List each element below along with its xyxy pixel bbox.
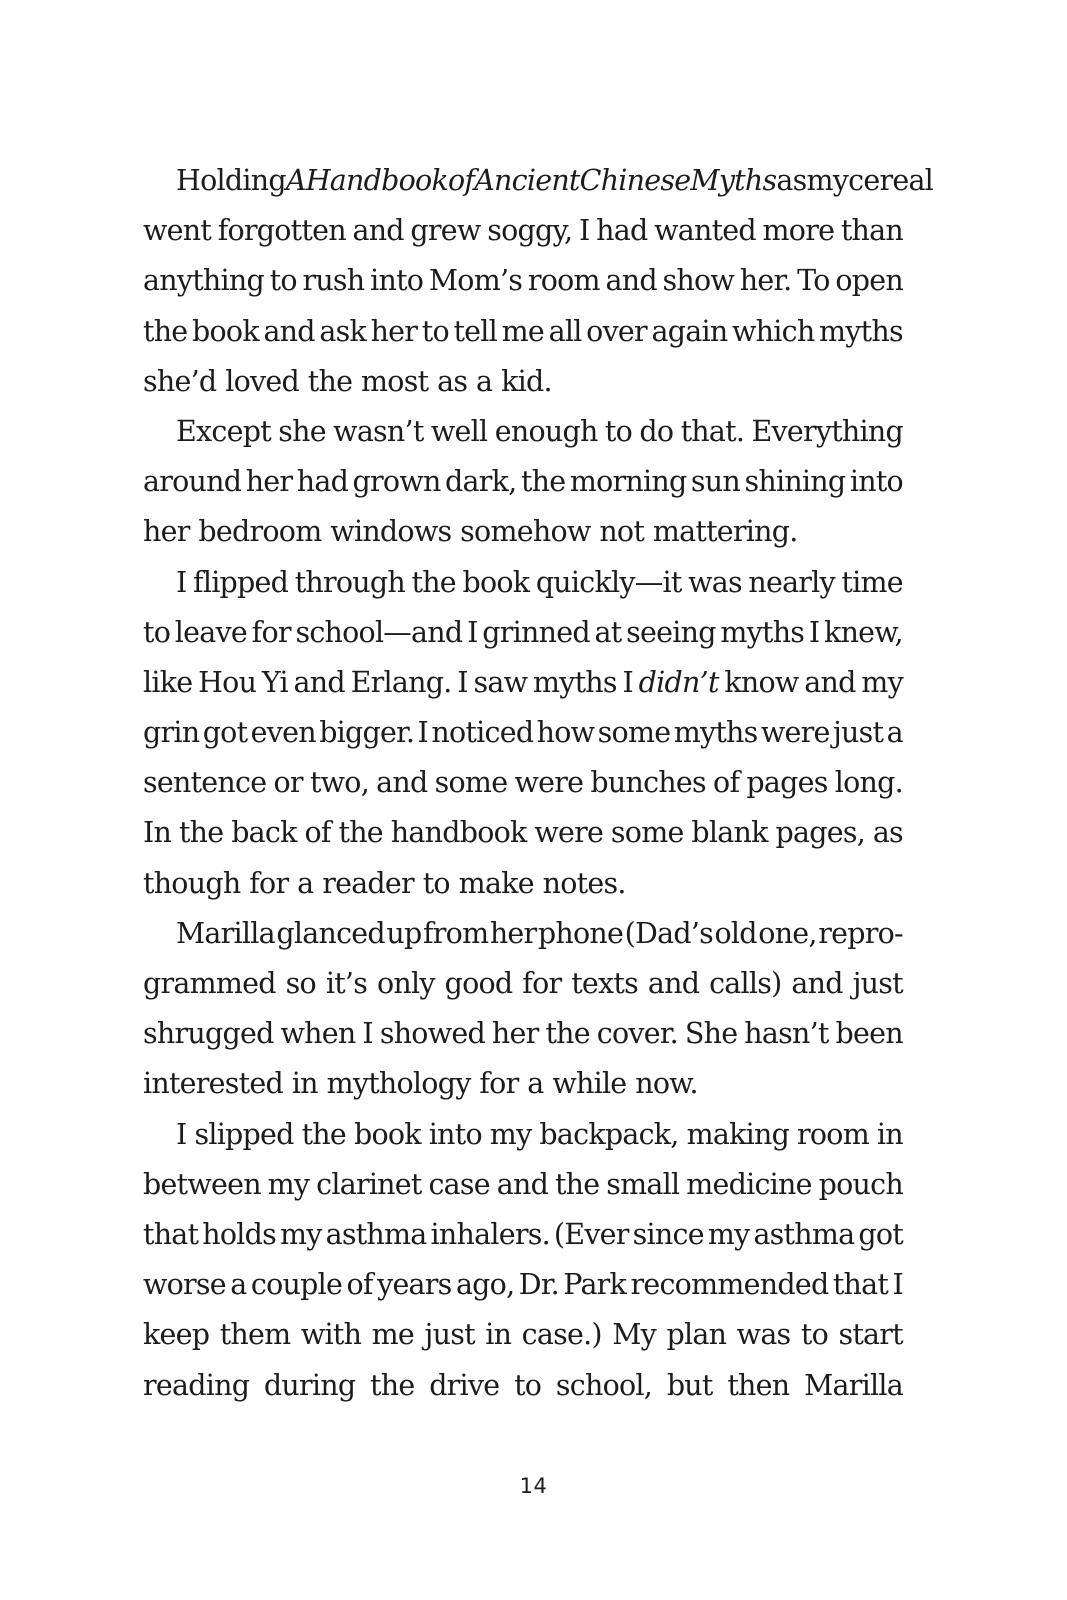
word: but xyxy=(666,1368,713,1402)
word: I xyxy=(808,615,820,649)
word: myths xyxy=(532,665,617,699)
word: school—and xyxy=(295,615,463,649)
word: slipped xyxy=(194,1117,294,1151)
text-line xyxy=(143,859,903,909)
word: Everything xyxy=(751,414,903,448)
text-line xyxy=(143,1210,903,1260)
word: making xyxy=(686,1117,790,1151)
word: book xyxy=(462,565,530,599)
text-line xyxy=(143,457,903,507)
word: case xyxy=(428,1167,490,1201)
word: the xyxy=(338,816,383,850)
word: I xyxy=(176,1117,187,1151)
word: wasn’t xyxy=(333,414,424,448)
word: while xyxy=(552,1067,627,1101)
word: her xyxy=(491,1017,539,1051)
word: well xyxy=(430,414,488,448)
word: and xyxy=(293,665,345,699)
word: to xyxy=(422,866,450,900)
word: I xyxy=(362,1017,373,1051)
word: asthma xyxy=(325,1217,427,1251)
text-line xyxy=(143,1110,903,1160)
word: around xyxy=(143,465,242,499)
word: To xyxy=(797,264,830,298)
word: glanced xyxy=(276,916,385,950)
word: to xyxy=(514,1368,542,1402)
word: grown xyxy=(352,465,441,499)
word: she xyxy=(278,414,326,448)
word: blank xyxy=(691,816,768,850)
word: myths xyxy=(720,615,805,649)
word: between xyxy=(143,1167,261,1201)
word: noticed xyxy=(431,716,534,750)
word: mythology xyxy=(326,1067,471,1101)
word: reading xyxy=(143,1368,250,1402)
word: flipped xyxy=(193,565,289,599)
word: got xyxy=(858,1217,903,1251)
word: with xyxy=(300,1318,362,1352)
word: knew, xyxy=(824,615,903,649)
word: plan xyxy=(666,1318,727,1352)
word: the xyxy=(554,1167,600,1201)
word: and xyxy=(263,314,315,348)
word: from xyxy=(422,916,489,950)
word: couple xyxy=(250,1268,343,1302)
text-line xyxy=(143,307,903,357)
word: handbook xyxy=(390,816,527,850)
word: myths xyxy=(819,314,903,348)
word: as xyxy=(776,164,807,197)
word: not xyxy=(599,515,645,549)
word: a xyxy=(527,1067,544,1101)
word: had xyxy=(296,465,349,499)
text-line xyxy=(143,558,903,608)
word: of xyxy=(346,1268,373,1302)
text-line xyxy=(143,1310,903,1360)
word: like xyxy=(143,665,193,699)
word: room xyxy=(797,1117,869,1151)
word: so xyxy=(285,967,316,1000)
word: back xyxy=(231,816,297,850)
word: that xyxy=(143,1217,199,1251)
word: even xyxy=(250,716,316,750)
word: some xyxy=(597,716,671,750)
word: I xyxy=(417,716,429,750)
page-number: 14 xyxy=(519,1474,548,1498)
word: reader xyxy=(322,866,414,900)
word: Handbook xyxy=(305,164,448,197)
word: holds xyxy=(202,1217,276,1251)
word: it’s xyxy=(325,967,368,1000)
word: for xyxy=(251,615,291,649)
text-line xyxy=(143,256,903,306)
word: that xyxy=(832,1268,889,1302)
word: room xyxy=(527,264,600,298)
text-line xyxy=(143,1059,903,1109)
word: I xyxy=(457,665,468,699)
word: quickly—it xyxy=(535,565,682,599)
word: open xyxy=(835,264,903,298)
word: I xyxy=(578,214,590,248)
text-line xyxy=(143,708,903,758)
word: and xyxy=(376,766,428,800)
word: I xyxy=(622,665,633,699)
word: the xyxy=(411,565,456,599)
word: were xyxy=(534,816,604,850)
word: to xyxy=(604,414,633,448)
word: was xyxy=(736,1318,791,1352)
word: was xyxy=(688,565,742,599)
word: Except xyxy=(176,414,271,448)
word: my xyxy=(267,1167,310,1201)
word: kid. xyxy=(501,364,552,398)
word: that. xyxy=(680,414,745,448)
word: when xyxy=(280,1017,356,1051)
word: do xyxy=(639,414,674,448)
word: through xyxy=(294,565,405,599)
word: years xyxy=(377,1268,452,1302)
word: I xyxy=(176,565,187,599)
word: of xyxy=(713,766,740,800)
text-line xyxy=(143,909,903,959)
word: nearly xyxy=(748,565,835,599)
word: into xyxy=(849,465,903,499)
word: (Ever xyxy=(553,1217,629,1251)
word: loved xyxy=(225,364,299,398)
word: In xyxy=(143,816,172,850)
text-line xyxy=(143,507,903,557)
word: morning xyxy=(569,465,687,499)
text-line xyxy=(143,206,903,256)
word: and xyxy=(804,665,856,699)
word: and xyxy=(605,264,657,298)
word: her xyxy=(245,465,293,499)
word: Park xyxy=(563,1268,627,1302)
word: at xyxy=(594,615,622,649)
word: book xyxy=(192,314,259,348)
word: though xyxy=(143,866,241,900)
word: enough xyxy=(494,414,598,448)
word: anything xyxy=(143,264,264,298)
word: small xyxy=(606,1167,680,1201)
body-text xyxy=(143,156,934,1411)
word: to xyxy=(269,264,297,298)
word: She xyxy=(684,1017,738,1051)
word: since xyxy=(632,1217,704,1251)
word: her. xyxy=(739,264,792,298)
word: one, xyxy=(758,916,817,950)
word: only xyxy=(376,967,435,1000)
word: A xyxy=(285,164,306,197)
word: in xyxy=(485,1318,512,1352)
word: as xyxy=(872,816,903,850)
text-line xyxy=(143,808,903,858)
word: grew xyxy=(410,214,481,248)
word: I xyxy=(467,615,478,649)
word: for xyxy=(249,866,289,900)
word: phone xyxy=(537,916,624,950)
word: the xyxy=(307,364,353,398)
word: recommended xyxy=(630,1268,829,1302)
word: good xyxy=(444,967,513,1000)
text-line xyxy=(143,1009,903,1059)
word: a xyxy=(886,716,903,750)
word: long. xyxy=(834,766,903,800)
word: Hou xyxy=(198,665,257,699)
word: Chinese xyxy=(579,164,691,197)
word: bunches xyxy=(590,766,706,800)
word: to xyxy=(800,1318,829,1352)
word: of xyxy=(447,164,475,197)
word: most xyxy=(361,364,429,398)
text-line xyxy=(143,357,903,407)
word: than xyxy=(840,214,903,248)
word: My xyxy=(612,1318,657,1352)
word: asthma xyxy=(753,1217,855,1251)
word: of xyxy=(304,816,331,850)
word: in xyxy=(876,1117,903,1151)
word: Yi xyxy=(261,665,288,699)
word: had xyxy=(596,214,648,248)
word: during xyxy=(263,1368,356,1402)
word: tell xyxy=(453,314,498,348)
word: windows xyxy=(330,515,452,549)
word: case.) xyxy=(521,1318,602,1352)
word: which xyxy=(732,314,815,348)
word: Erlang. xyxy=(350,665,452,699)
word: my xyxy=(279,1217,322,1251)
word: some xyxy=(610,816,684,850)
word: me xyxy=(501,314,545,348)
word: cereal xyxy=(848,164,934,197)
word: texts xyxy=(571,967,638,1000)
word: the xyxy=(370,1368,415,1402)
word: the xyxy=(178,816,224,850)
word: into xyxy=(370,264,424,298)
word: show xyxy=(662,264,735,298)
word: sentence xyxy=(143,766,267,800)
text-line xyxy=(143,959,903,1009)
word: hasn’t xyxy=(744,1017,829,1051)
word: again xyxy=(651,314,728,348)
word: more xyxy=(762,214,835,248)
word: were xyxy=(760,716,830,750)
text-line xyxy=(143,1260,903,1310)
word: Marilla xyxy=(176,916,275,950)
word: her xyxy=(489,916,537,950)
word: my xyxy=(489,1117,532,1151)
word: for xyxy=(522,967,562,1000)
word: and xyxy=(647,967,700,1000)
word: grinned xyxy=(482,615,590,649)
word: ago, xyxy=(455,1268,515,1302)
word: Ancient xyxy=(474,164,580,197)
word: them xyxy=(219,1318,291,1352)
text-line xyxy=(143,1160,903,1210)
word: start xyxy=(838,1318,903,1352)
word: just xyxy=(832,716,884,750)
word: forgotten xyxy=(217,214,346,248)
word: all xyxy=(548,314,582,348)
word: shrugged xyxy=(143,1017,274,1051)
word: old xyxy=(714,916,757,950)
word: the xyxy=(520,465,566,499)
word: I xyxy=(892,1268,903,1302)
word: mattering. xyxy=(652,515,798,549)
word: for xyxy=(479,1067,519,1101)
word: and xyxy=(352,214,404,248)
word: then xyxy=(727,1368,790,1402)
word: now. xyxy=(635,1067,698,1101)
word: pages xyxy=(746,766,828,800)
word: pouch xyxy=(818,1167,903,1201)
word: me xyxy=(371,1318,415,1352)
word: went xyxy=(143,214,212,248)
word: keep xyxy=(143,1318,210,1352)
word: seeing xyxy=(626,615,716,649)
word: Dr. xyxy=(518,1268,559,1302)
word: didn’t xyxy=(638,665,719,699)
word: worse xyxy=(143,1268,226,1302)
word: interested xyxy=(143,1067,283,1101)
word: were xyxy=(514,766,584,800)
word: sun xyxy=(690,465,741,499)
word: backpack, xyxy=(539,1117,679,1151)
word: her xyxy=(370,314,418,348)
word: grin xyxy=(143,716,200,750)
word: the xyxy=(545,1017,590,1051)
word: Mom’s xyxy=(428,264,523,298)
word: my xyxy=(707,1217,750,1251)
word: and xyxy=(791,967,843,1000)
word: leave xyxy=(174,615,247,649)
word: rush xyxy=(302,264,365,298)
word: the xyxy=(143,314,188,348)
word: as xyxy=(437,364,468,398)
word: saw xyxy=(473,665,528,699)
word: wanted xyxy=(654,214,756,248)
word: how xyxy=(536,716,595,750)
word: showed xyxy=(379,1017,485,1051)
word: my xyxy=(861,665,903,699)
word: bigger. xyxy=(319,716,415,750)
text-line xyxy=(143,1361,903,1411)
word: some xyxy=(434,766,508,800)
word: got xyxy=(202,716,248,750)
word: her xyxy=(143,515,190,549)
text-line xyxy=(143,608,903,658)
word: just xyxy=(424,1318,475,1352)
word: bedroom xyxy=(198,515,322,549)
word: somehow xyxy=(460,515,591,549)
word: soggy, xyxy=(487,214,573,248)
word: ask xyxy=(319,314,366,348)
word: clarinet xyxy=(316,1167,422,1201)
word: know xyxy=(724,665,799,699)
word: into xyxy=(428,1117,482,1151)
word: she’d xyxy=(143,364,217,398)
word: cover. xyxy=(596,1017,678,1051)
text-line xyxy=(143,156,934,206)
word: make xyxy=(458,866,534,900)
word: grammed xyxy=(143,967,276,1000)
word: my xyxy=(806,164,849,197)
word: school, xyxy=(555,1368,653,1402)
word: inhalers. xyxy=(430,1217,550,1251)
word: over xyxy=(586,314,647,348)
word: a xyxy=(297,866,314,900)
word: a xyxy=(230,1268,247,1302)
word: time xyxy=(841,565,903,599)
word: or xyxy=(273,766,303,800)
word: Holding xyxy=(176,164,286,197)
word: to xyxy=(143,615,171,649)
word: been xyxy=(835,1017,903,1051)
word: repro- xyxy=(818,916,903,950)
word: medicine xyxy=(686,1167,812,1201)
word: myths xyxy=(673,716,758,750)
word: a xyxy=(476,364,493,398)
word: pages, xyxy=(775,816,865,850)
word: notes. xyxy=(542,866,626,900)
word: to xyxy=(421,314,449,348)
word: shining xyxy=(744,465,846,499)
word: up xyxy=(386,916,422,950)
word: just xyxy=(852,967,903,1000)
word: calls) xyxy=(709,967,782,1000)
text-line xyxy=(143,407,903,457)
word: two, xyxy=(309,766,370,800)
word: and xyxy=(496,1167,549,1201)
word: drive xyxy=(429,1368,500,1402)
word: Marilla xyxy=(804,1368,903,1402)
word: Myths xyxy=(690,164,777,197)
word: book xyxy=(353,1117,421,1151)
word: the xyxy=(301,1117,347,1151)
text-line xyxy=(143,758,903,808)
word: in xyxy=(291,1067,318,1101)
word: dark, xyxy=(445,465,517,499)
word: (Dad’s xyxy=(624,916,714,950)
text-line xyxy=(143,658,903,708)
